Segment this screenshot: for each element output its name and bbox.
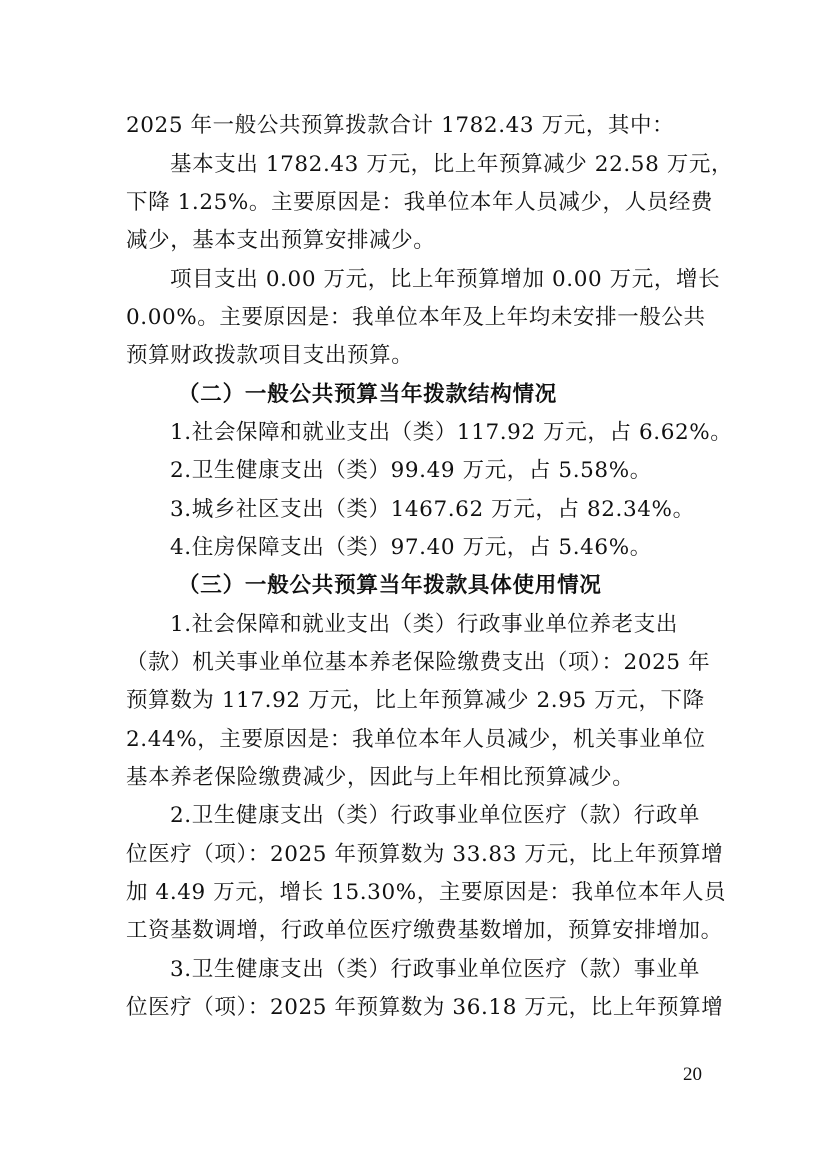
text-line: 预算数为 117.92 万元，比上年预算减少 2.95 万元，下降 <box>126 688 705 713</box>
text-line: 下降 1.25%。主要原因是：我单位本年人员减少，人员经费 <box>126 190 714 215</box>
text-line: 2.卫生健康支出（类）行政事业单位医疗（款）行政单 <box>170 803 701 828</box>
text-line: （款）机关事业单位基本养老保险缴费支出（项）：2025 年 <box>126 650 711 675</box>
text-line: 3.卫生健康支出（类）行政事业单位医疗（款）事业单 <box>170 957 701 982</box>
text-line: 3.城乡社区支出（类）1467.62 万元，占 82.34%。 <box>170 497 695 522</box>
text-line: 2025 年一般公共预算拨款合计 1782.43 万元，其中： <box>126 113 675 138</box>
section-heading: （二）一般公共预算当年拨款结构情况 <box>178 382 558 407</box>
text-line: 预算财政拨款项目支出预算。 <box>126 343 414 368</box>
text-line: 工资基数调增，行政单位医疗缴费基数增加，预算安排增加。 <box>126 918 723 943</box>
text-line: 加 4.49 万元，增长 15.30%，主要原因是：我单位本年人员 <box>126 880 727 905</box>
text-line: 基本支出 1782.43 万元，比上年预算减少 22.58 万元， <box>170 152 734 177</box>
text-line: 1.社会保障和就业支出（类）117.92 万元，占 6.62%。 <box>170 420 733 445</box>
text-line: 基本养老保险缴费减少，因此与上年相比预算减少。 <box>126 765 635 790</box>
text-line: 0.00%。主要原因是：我单位本年及上年均未安排一般公共 <box>126 305 706 330</box>
text-line: 1.社会保障和就业支出（类）行政事业单位养老支出 <box>170 612 678 637</box>
text-line: 2.44%，主要原因是：我单位本年人员减少，机关事业单位 <box>126 727 706 752</box>
text-line: 2.卫生健康支出（类）99.49 万元，占 5.58%。 <box>170 458 652 483</box>
text-line: 项目支出 0.00 万元，比上年预算增加 0.00 万元，增长 <box>170 267 721 292</box>
text-line: 位医疗（项）：2025 年预算数为 33.83 万元，比上年预算增 <box>126 842 724 867</box>
text-line: 减少，基本支出预算安排减少。 <box>126 228 436 253</box>
text-line: 位医疗（项）：2025 年预算数为 36.18 万元，比上年预算增 <box>126 995 724 1020</box>
text-line: 4.住房保障支出（类）97.40 万元，占 5.46%。 <box>170 535 652 560</box>
page-number: 20 <box>683 1064 702 1085</box>
section-heading: （三）一般公共预算当年拨款具体使用情况 <box>178 573 602 598</box>
